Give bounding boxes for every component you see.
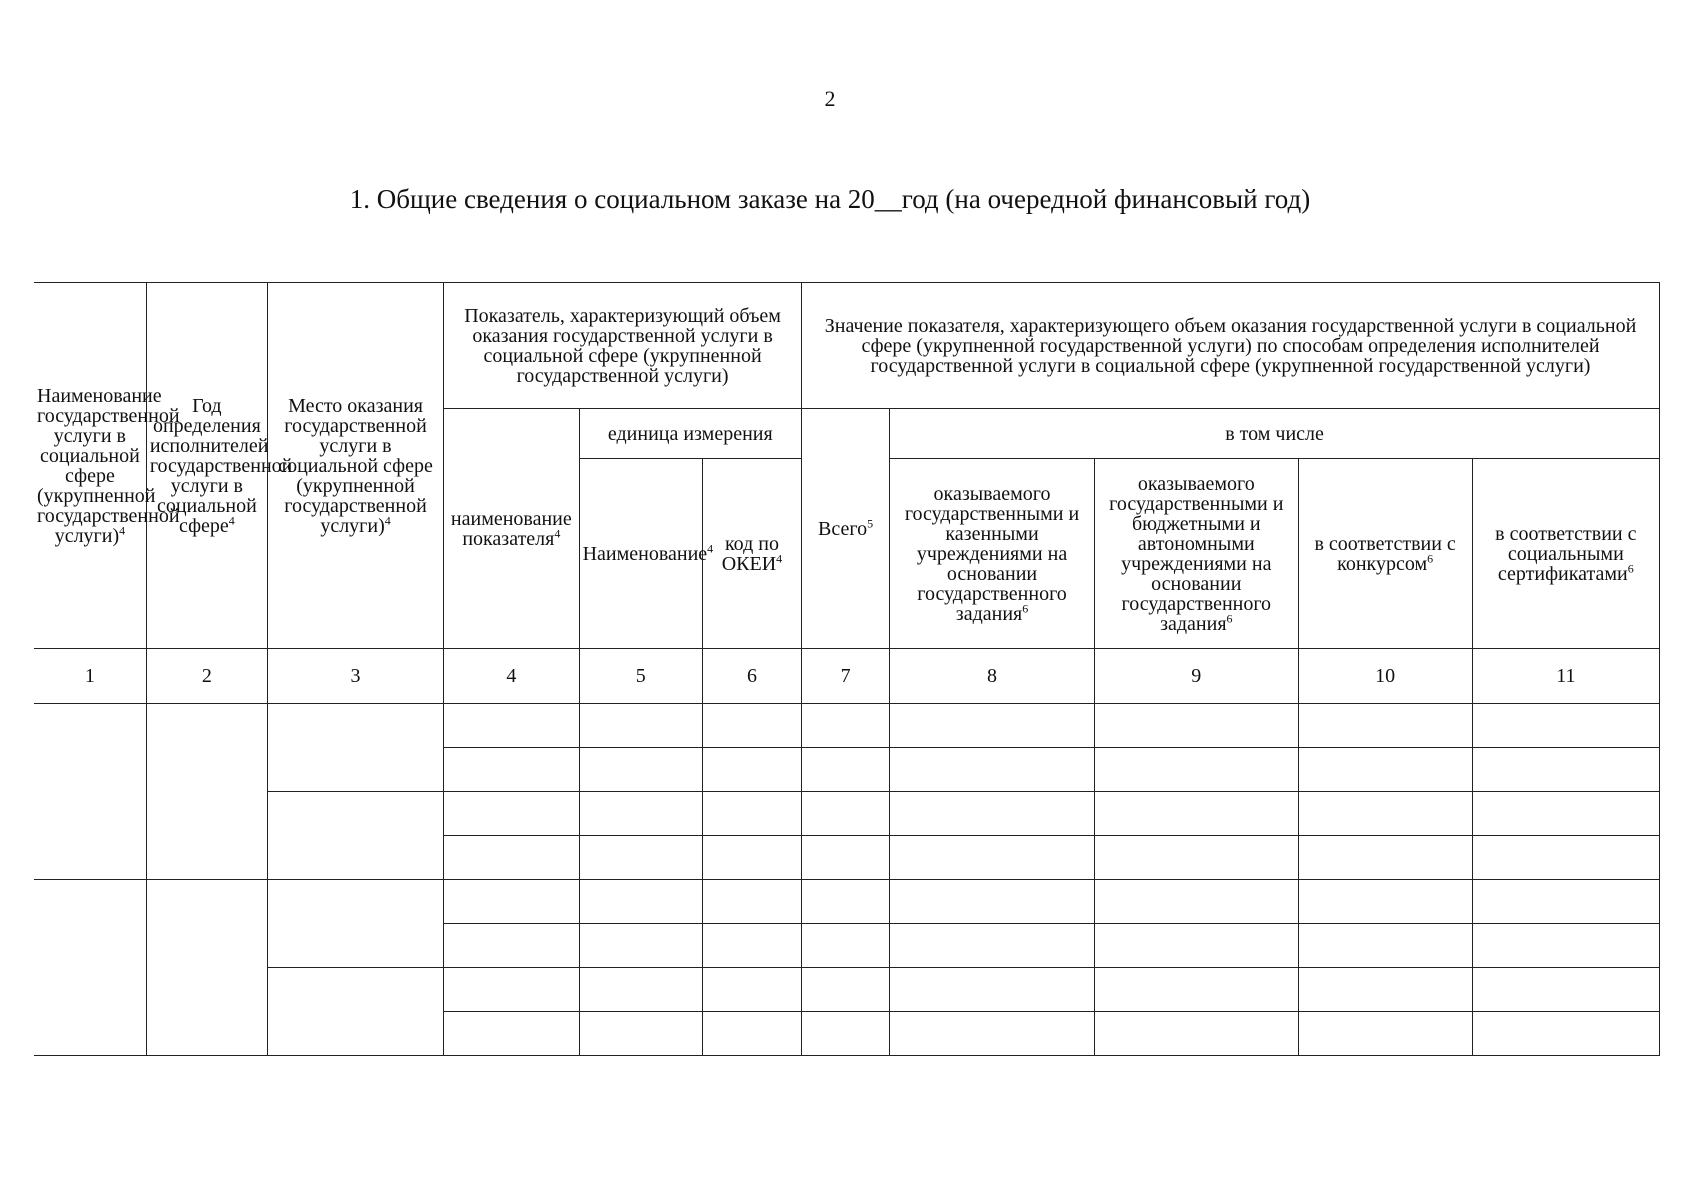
year-cell[interactable]: [146, 880, 267, 1056]
table-row: [34, 968, 1660, 1012]
place-cell[interactable]: [267, 792, 443, 880]
table-cell[interactable]: [579, 792, 702, 836]
table-cell[interactable]: [444, 1012, 579, 1056]
table-cell[interactable]: [890, 880, 1095, 924]
header-total: Всего$^5$: [802, 409, 890, 649]
table-cell[interactable]: [1094, 968, 1298, 1012]
table-cell[interactable]: [702, 836, 801, 880]
table-cell[interactable]: [702, 924, 801, 968]
table-cell[interactable]: [802, 1012, 890, 1056]
table-cell[interactable]: [444, 704, 579, 748]
table-cell[interactable]: [579, 836, 702, 880]
header-unit-okei: код по ОКЕИ$^4$: [702, 459, 801, 649]
column-number: 4: [444, 649, 579, 704]
header-place: Место оказания государственной услуги в социальной сфере (укрупненной государственной услуги)$^4$: [267, 283, 443, 649]
table-cell[interactable]: [802, 836, 890, 880]
table-cell[interactable]: [1472, 836, 1659, 880]
table-cell[interactable]: [579, 968, 702, 1012]
table-cell[interactable]: [802, 792, 890, 836]
table-cell[interactable]: [444, 792, 579, 836]
table-cell[interactable]: [802, 924, 890, 968]
table-cell[interactable]: [1298, 968, 1472, 1012]
table-cell[interactable]: [702, 792, 801, 836]
table-row: [34, 880, 1660, 924]
column-number: 1: [34, 649, 146, 704]
column-number: 10: [1298, 649, 1472, 704]
table-cell[interactable]: [1472, 924, 1659, 968]
page-number: 2: [824, 86, 836, 111]
service-name-cell[interactable]: [34, 880, 146, 1056]
table-cell[interactable]: [1298, 924, 1472, 968]
table-row: [34, 704, 1660, 748]
table-cell[interactable]: [1094, 704, 1298, 748]
table-cell[interactable]: [1094, 792, 1298, 836]
table-cell[interactable]: [890, 792, 1095, 836]
place-cell[interactable]: [267, 704, 443, 792]
table-cell[interactable]: [802, 704, 890, 748]
header-state-treasury: оказываемого государственными и казенными учреждениями на основании государственного задания$^6$: [890, 459, 1095, 649]
table-cell[interactable]: [579, 880, 702, 924]
table-cell[interactable]: [1298, 748, 1472, 792]
table-cell[interactable]: [444, 924, 579, 968]
table-cell[interactable]: [579, 1012, 702, 1056]
header-indicator-name: наименование показателя$^4$: [444, 409, 579, 649]
column-number: 5: [579, 649, 702, 704]
table-cell[interactable]: [1472, 704, 1659, 748]
table-cell[interactable]: [1094, 836, 1298, 880]
table-cell[interactable]: [444, 880, 579, 924]
place-cell[interactable]: [267, 880, 443, 968]
header-contest: в соответствии с конкурсом$^6$: [1298, 459, 1472, 649]
table-cell[interactable]: [1298, 836, 1472, 880]
place-cell[interactable]: [267, 968, 443, 1056]
table-cell[interactable]: [1472, 748, 1659, 792]
header-including: в том числе: [890, 409, 1660, 459]
table-cell[interactable]: [890, 836, 1095, 880]
column-number: 11: [1472, 649, 1659, 704]
table-cell[interactable]: [702, 880, 801, 924]
table-cell[interactable]: [702, 1012, 801, 1056]
table-cell[interactable]: [579, 704, 702, 748]
table-cell[interactable]: [1094, 1012, 1298, 1056]
table-cell[interactable]: [579, 748, 702, 792]
column-numbers-row: [34, 649, 1660, 704]
table-cell[interactable]: [1472, 1012, 1659, 1056]
table-cell[interactable]: [1298, 792, 1472, 836]
table-row: [34, 792, 1660, 836]
table-cell[interactable]: [444, 748, 579, 792]
table-cell[interactable]: [1094, 880, 1298, 924]
column-number: 8: [890, 649, 1095, 704]
header-year: Год определения исполнителей государственной услуги в социальной сфере$^4$: [146, 283, 267, 649]
table-cell[interactable]: [890, 704, 1095, 748]
column-number: 6: [702, 649, 801, 704]
header-unit-name: Наименование$^4$: [579, 459, 702, 649]
social-order-table: [34, 282, 1660, 1056]
table-cell[interactable]: [444, 836, 579, 880]
table-cell[interactable]: [1094, 924, 1298, 968]
table-cell[interactable]: [890, 924, 1095, 968]
service-name-cell[interactable]: [34, 704, 146, 880]
table-cell[interactable]: [1298, 704, 1472, 748]
header-indicator-group: Показатель, характеризующий объем оказания государственной услуги в социальной сфере (укрупненной государственной услуги): [444, 283, 802, 409]
table-cell[interactable]: [890, 968, 1095, 1012]
table-cell[interactable]: [1094, 748, 1298, 792]
table-cell[interactable]: [702, 748, 801, 792]
header-value-group: Значение показателя, характеризующего объем оказания государственной услуги в социальной сфере (укрупненной государственной услуги) по способам определения исполнителей государственной услуги в социальной сфере (укрупненной государственной услуги): [802, 283, 1660, 409]
table-cell[interactable]: [1298, 880, 1472, 924]
document-title: 1. Общие сведения о социальном заказе на 20__год (на очередной финансовый год): [349, 184, 1311, 214]
column-number: 9: [1094, 649, 1298, 704]
year-cell[interactable]: [146, 704, 267, 880]
column-number: 7: [802, 649, 890, 704]
column-number: 3: [267, 649, 443, 704]
table-cell[interactable]: [1472, 880, 1659, 924]
table-cell[interactable]: [702, 704, 801, 748]
table-cell[interactable]: [802, 880, 890, 924]
table-cell[interactable]: [1472, 968, 1659, 1012]
table-cell[interactable]: [1298, 1012, 1472, 1056]
header-certificates: в соответствии с социальными сертификатами$^6$: [1472, 459, 1659, 649]
header-state-budget: оказываемого государственными и бюджетными и автономными учреждениями на основании государственного задания$^6$: [1094, 459, 1298, 649]
table-cell[interactable]: [444, 968, 579, 1012]
table-cell[interactable]: [802, 748, 890, 792]
table-cell[interactable]: [890, 1012, 1095, 1056]
table-cell[interactable]: [802, 968, 890, 1012]
header-service-name: Наименование государственной услуги в социальной сфере (укрупненной государственной услуги)$^4$: [34, 283, 146, 649]
header-unit-group: единица измерения: [579, 409, 801, 459]
table-cell[interactable]: [579, 924, 702, 968]
table-cell[interactable]: [702, 968, 801, 1012]
column-number: 2: [146, 649, 267, 704]
table-cell[interactable]: [890, 748, 1095, 792]
table-cell[interactable]: [1472, 792, 1659, 836]
